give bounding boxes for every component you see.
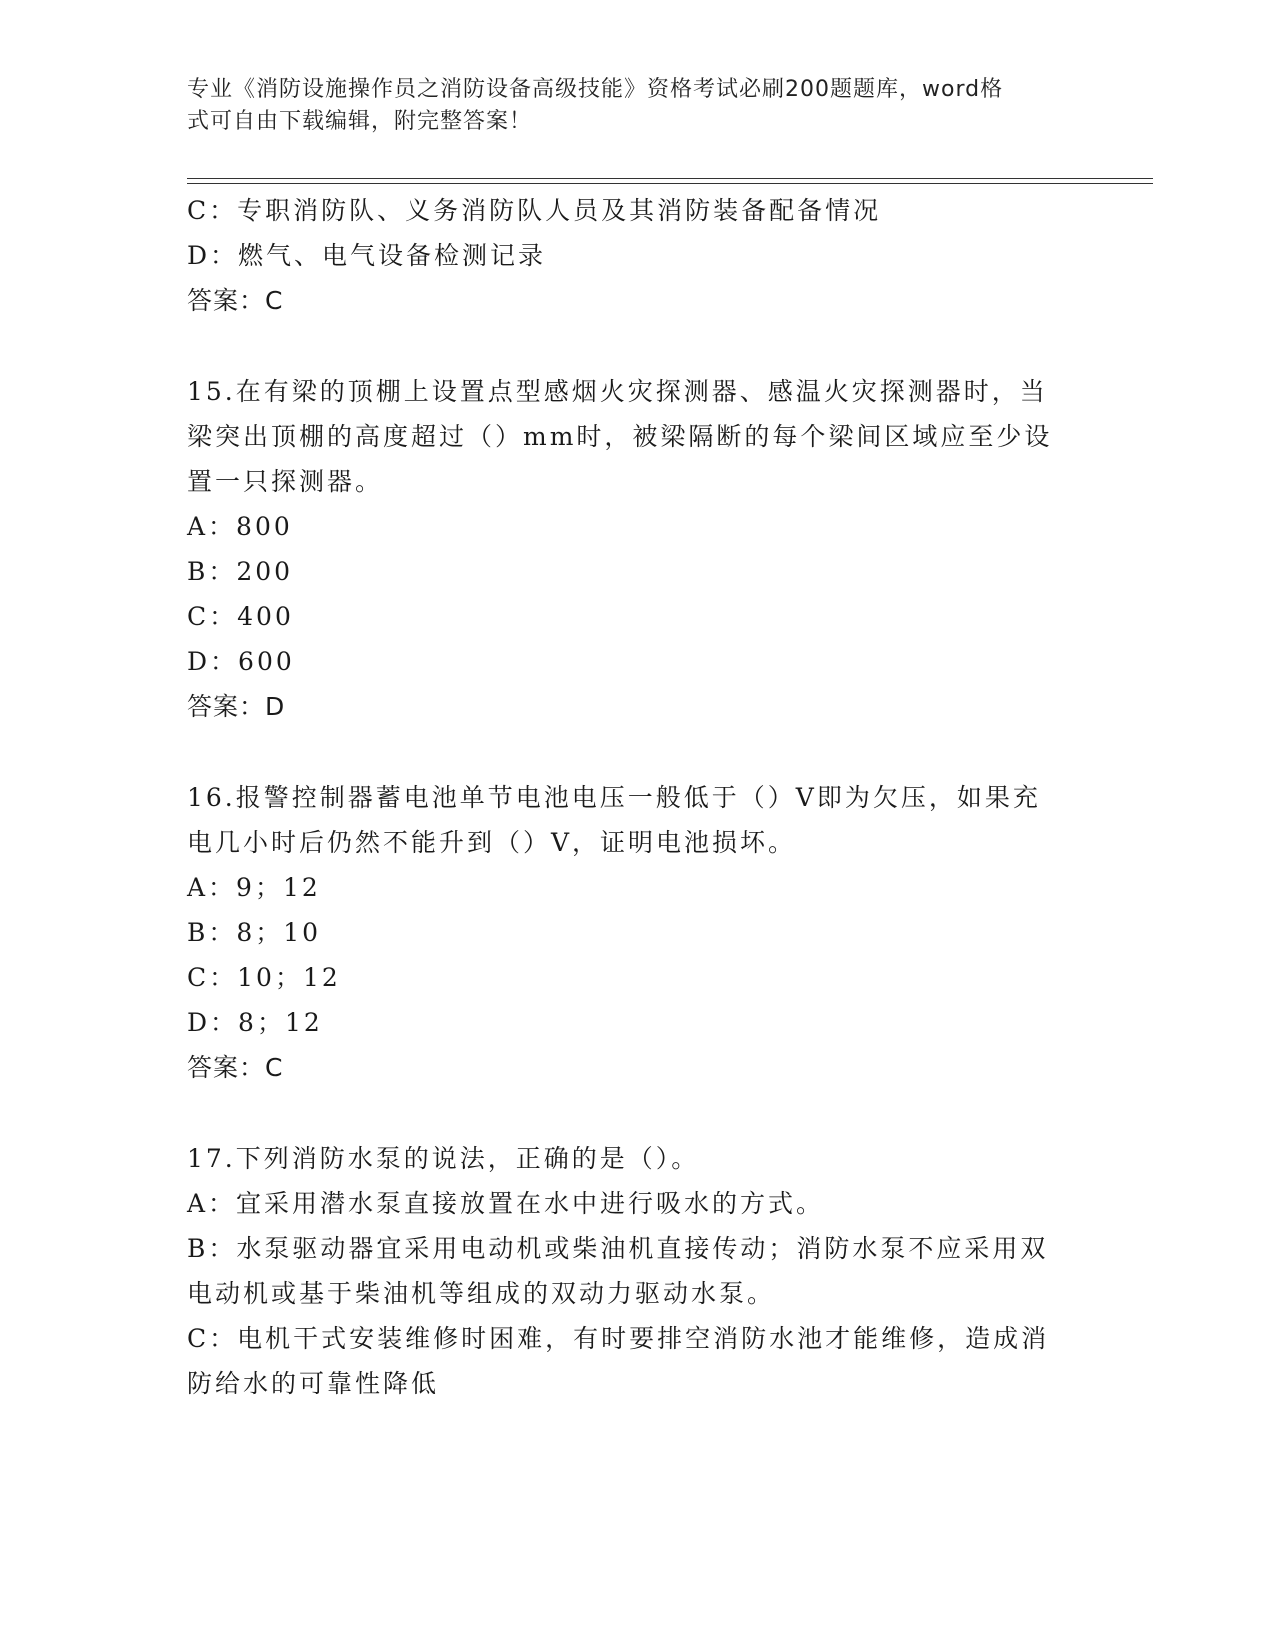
q16-option-a: A：9；12 xyxy=(187,873,321,902)
header-divider-bottom xyxy=(187,183,1153,184)
q17-option-c-line-2: 防给水的可靠性降低 xyxy=(187,1369,440,1398)
q15-option-d: D：600 xyxy=(187,647,295,676)
q16-option-d: D：8；12 xyxy=(187,1008,323,1037)
q14-option-c: C：专职消防队、义务消防队人员及其消防装备配备情况 xyxy=(187,196,882,225)
q15-answer: 答案：D xyxy=(187,692,286,721)
q17-option-a: A：宜采用潜水泵直接放置在水中进行吸水的方式。 xyxy=(187,1189,825,1218)
spacer xyxy=(187,1090,1077,1136)
q15-option-b: B：200 xyxy=(187,557,294,586)
question-14-tail xyxy=(187,188,1077,323)
header-divider-top xyxy=(187,178,1153,179)
q16-answer: 答案：C xyxy=(187,1053,284,1082)
q16-option-b: B：8；10 xyxy=(187,918,322,947)
question-16 xyxy=(187,775,1077,1090)
q16-stem-line-2: 电几小时后仍然不能升到（）V，证明电池损坏。 xyxy=(187,828,797,857)
spacer xyxy=(187,323,1077,369)
q17-stem: 17.下列消防水泵的说法，正确的是（）。 xyxy=(187,1144,700,1173)
document-header xyxy=(187,74,1067,138)
q15-option-a: A：800 xyxy=(187,512,293,541)
q17-option-b-line-1: B：水泵驱动器宜采用电动机或柴油机直接传动；消防水泵不应采用双 xyxy=(187,1234,1049,1263)
q17-option-c-line-1: C：电机干式安装维修时困难，有时要排空消防水池才能维修，造成消 xyxy=(187,1324,1050,1353)
q15-stem-line-2: 梁突出顶棚的高度超过（）mm时，被梁隔断的每个梁间区域应至少设 xyxy=(187,422,1053,451)
q17-option-b-line-2: 电动机或基于柴油机等组成的双动力驱动水泵。 xyxy=(187,1279,776,1308)
document-body xyxy=(187,188,1077,1406)
q14-answer: 答案：C xyxy=(187,286,284,315)
q15-stem-line-1: 15.在有梁的顶棚上设置点型感烟火灾探测器、感温火灾探测器时，当 xyxy=(187,377,1048,406)
q15-stem-line-3: 置一只探测器。 xyxy=(187,467,384,496)
header-line-2: 式可自由下载编辑，附完整答案！ xyxy=(187,109,533,134)
spacer xyxy=(187,729,1077,775)
q15-option-c: C：400 xyxy=(187,602,294,631)
question-15 xyxy=(187,369,1077,729)
q16-option-c: C：10；12 xyxy=(187,963,341,992)
q14-option-d: D：燃气、电气设备检测记录 xyxy=(187,241,547,270)
q16-stem-line-1: 16.报警控制器蓄电池单节电池电压一般低于（）V即为欠压，如果充 xyxy=(187,783,1041,812)
question-17 xyxy=(187,1136,1077,1406)
header-line-1: 专业《消防设施操作员之消防设备高级技能》资格考试必刷200题题库，word格 xyxy=(187,77,1004,102)
